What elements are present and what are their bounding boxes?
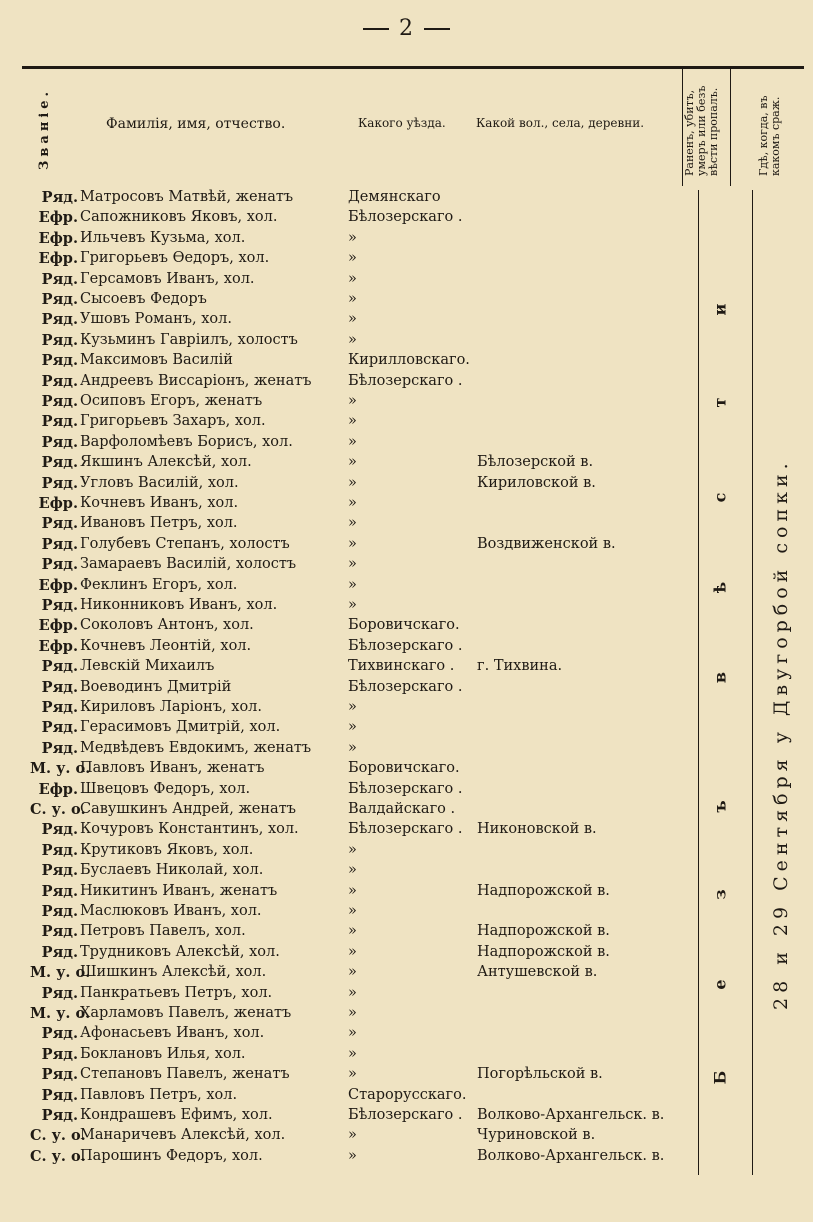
uezd-cell: Демянскаго [348, 189, 441, 205]
uezd-cell: » [348, 739, 357, 756]
name-cell: Угловъ Василій, хол. [80, 474, 239, 491]
name-cell: Осиповъ Егоръ, женатъ [80, 393, 263, 409]
list-item [0, 656, 813, 677]
rank-cell: Ряд. [41, 1086, 78, 1104]
status-letter: з [710, 889, 730, 900]
name-cell: Шишкинъ Алексѣй, хол. [80, 964, 267, 981]
uezd-cell: » [348, 556, 357, 573]
name-cell: Боклановъ Илья, хол. [80, 1045, 246, 1062]
uezd-cell: » [348, 841, 357, 858]
name-cell: Никонниковъ Иванъ, хол. [80, 597, 278, 613]
header-volost: Какой вол., села, деревни. [476, 116, 645, 130]
list-item [0, 881, 813, 902]
volost-cell: Надпорожской в. [477, 923, 610, 940]
rank-cell: Ряд. [41, 739, 78, 757]
uezd-cell: Тихвинскаго . [348, 658, 455, 675]
volost-cell: Надпорожской в. [477, 943, 610, 960]
uezd-cell: Кирилловскаго. [348, 352, 470, 369]
volost-cell: Волково-Архангельск. в. [477, 1147, 665, 1164]
rank-cell: Ряд. [41, 821, 78, 839]
uezd-cell: » [348, 515, 357, 532]
rank-cell: Ряд. [41, 413, 78, 431]
list-item [0, 228, 813, 249]
uezd-cell: Бѣлозерскаго . [348, 780, 463, 797]
list-item [0, 962, 813, 983]
volost-cell: Погорѣльской в. [477, 1066, 603, 1083]
uezd-cell: Старорусскаго. [348, 1086, 467, 1103]
volost-cell: г. Тихвина. [477, 658, 563, 675]
page-number: 2 [399, 16, 414, 41]
volost-cell: Надпорожской в. [477, 882, 610, 899]
name-cell: Левскій Михаилъ [80, 658, 215, 675]
rank-cell: Ряд. [41, 943, 78, 961]
list-item [0, 452, 813, 473]
uezd-cell: Бѣлозерскаго . [348, 1107, 463, 1123]
rank-cell: Ряд. [41, 658, 78, 676]
name-cell: Панкратьевъ Петръ, хол. [80, 984, 273, 1001]
list-item [0, 371, 813, 392]
uezd-cell: » [348, 597, 357, 613]
name-cell: Харламовъ Павелъ, женатъ [80, 1005, 292, 1021]
list-item [0, 391, 813, 412]
uezd-cell: » [348, 413, 357, 430]
uezd-cell: Валдайскаго . [348, 801, 456, 817]
rank-cell: Ефр. [38, 637, 78, 655]
list-item [0, 575, 813, 596]
name-cell: Сапожниковъ Яковъ, хол. [80, 209, 278, 226]
list-item [0, 738, 813, 759]
list-item [0, 554, 813, 575]
uezd-cell: » [348, 495, 357, 511]
list-item [0, 1023, 813, 1044]
uezd-cell: » [348, 1005, 357, 1021]
rank-cell: Ряд. [41, 311, 78, 329]
rank-cell: Ряд. [41, 474, 78, 492]
uezd-cell: » [348, 862, 357, 879]
volost-cell: Воздвиженской в. [477, 535, 616, 552]
name-cell: Кочневъ Иванъ, хол. [80, 495, 239, 511]
name-cell: Петровъ Павелъ, хол. [80, 923, 246, 940]
rank-cell: Ряд. [41, 352, 78, 370]
list-item [0, 187, 813, 208]
status-letter: т [710, 397, 730, 408]
list-item [0, 840, 813, 861]
list-item [0, 1044, 813, 1065]
uezd-cell: » [348, 474, 357, 491]
page-number-line [0, 16, 813, 41]
name-cell: Голубевъ Степанъ, холостъ [80, 535, 290, 552]
list-item [0, 432, 813, 453]
uezd-cell: » [348, 535, 357, 552]
list-item [0, 330, 813, 351]
status-letter: ъ [710, 800, 730, 813]
header-status: Раненъ, убитъ, умеръ или безъ вѣсти пропалъ. [683, 85, 720, 176]
rank-cell: Ряд. [41, 291, 78, 308]
name-cell: Маслюковъ Иванъ, хол. [80, 903, 262, 919]
rank-cell: С. у. о. [30, 801, 86, 818]
uezd-cell: » [348, 719, 357, 736]
dash-left [363, 28, 389, 30]
list-item [0, 697, 813, 718]
rank-cell: Ряд. [41, 1066, 78, 1084]
name-cell: Савушкинъ Андрей, женатъ [80, 801, 296, 817]
rank-cell: Ряд. [41, 699, 78, 716]
rank-cell: Ряд. [41, 923, 78, 941]
list-item [0, 289, 813, 310]
rank-cell: Ряд. [41, 678, 78, 696]
name-cell: Буслаевъ Николай, хол. [80, 862, 264, 879]
list-item [0, 595, 813, 616]
rank-cell: Ефр. [38, 250, 78, 268]
rank-cell: Ефр. [38, 229, 78, 247]
uezd-cell: » [348, 433, 357, 450]
status-letter: ѣ [710, 581, 730, 594]
list-item [0, 819, 813, 840]
list-item [0, 860, 813, 881]
uezd-cell: » [348, 291, 357, 307]
rank-cell: Ряд. [41, 862, 78, 880]
list-item [0, 677, 813, 698]
rank-cell: Ряд. [41, 903, 78, 920]
rank-cell: Ряд. [41, 270, 78, 288]
rank-cell: Ряд. [41, 882, 78, 900]
list-item [0, 473, 813, 494]
status-letter: в [710, 671, 730, 684]
uezd-cell: » [348, 923, 357, 940]
list-item [0, 1064, 813, 1085]
rank-cell: М. у. о. [30, 964, 91, 982]
volost-cell: Антушевской в. [477, 964, 598, 981]
list-item [0, 309, 813, 330]
uezd-cell: » [348, 1025, 357, 1042]
uezd-cell: » [348, 454, 357, 471]
rank-cell: Ряд. [41, 515, 78, 533]
status-letter: и [710, 303, 730, 316]
volost-cell: Никоновской в. [477, 821, 597, 838]
list-item [0, 983, 813, 1004]
uezd-cell: Бѣлозерскаго . [348, 821, 463, 838]
name-cell: Сысоевъ Федоръ [80, 291, 207, 307]
rank-cell: Ефр. [38, 495, 78, 512]
name-cell: Феклинъ Егоръ, хол. [80, 576, 238, 593]
uezd-cell: Бѣлозерскаго . [348, 209, 463, 226]
rank-cell: Ефр. [38, 780, 78, 798]
rank-cell: Ефр. [38, 617, 78, 635]
uezd-cell: Бѣлозерскаго . [348, 678, 463, 695]
where-text: 28 и 29 Сентября у Двугорбой сопки. [770, 458, 792, 1010]
rank-cell: Ряд. [41, 1025, 78, 1043]
uezd-cell: Боровичскаго. [348, 617, 460, 634]
name-cell: Афонасьевъ Иванъ, хол. [80, 1025, 265, 1042]
header-where: Гдѣ, когда, въ какомъ сраж. [757, 95, 782, 176]
rank-cell: Ряд. [41, 189, 78, 206]
name-cell: Трудниковъ Алексѣй, хол. [80, 943, 280, 960]
name-cell: Медвѣдевъ Евдокимъ, женатъ [80, 739, 312, 756]
uezd-cell: » [348, 882, 357, 899]
name-cell: Григорьевъ Захаръ, хол. [80, 413, 266, 430]
rank-cell: Ряд. [41, 1107, 78, 1124]
name-cell: Якшинъ Алексѣй, хол. [80, 454, 252, 471]
uezd-cell: » [348, 964, 357, 981]
name-cell: Крутиковъ Яковъ, хол. [80, 841, 254, 858]
uezd-cell: » [348, 1045, 357, 1062]
rank-cell: Ряд. [41, 433, 78, 451]
uezd-cell: » [348, 393, 357, 409]
list-item [0, 269, 813, 290]
name-cell: Никитинъ Иванъ, женатъ [80, 882, 278, 899]
list-item [0, 411, 813, 432]
list-item [0, 1085, 813, 1106]
rank-cell: Ряд. [41, 841, 78, 859]
name-cell: Манаричевъ Алексѣй, хол. [80, 1127, 286, 1144]
name-cell: Варфоломѣевъ Борисъ, хол. [80, 433, 293, 450]
list-item [0, 207, 813, 228]
list-item [0, 921, 813, 942]
list-item [0, 350, 813, 371]
where-line-left [752, 190, 753, 1175]
name-cell: Парошинъ Федоръ, хол. [80, 1147, 263, 1164]
uezd-cell: Бѣлозерскаго . [348, 637, 463, 654]
uezd-cell: » [348, 699, 357, 715]
list-item [0, 248, 813, 269]
status-letter: е [710, 979, 730, 990]
uezd-cell: » [348, 1127, 357, 1144]
uezd-cell: » [348, 943, 357, 960]
name-cell: Максимовъ Василій [80, 352, 233, 369]
uezd-cell: » [348, 331, 357, 348]
list-item [0, 1003, 813, 1024]
uezd-cell: » [348, 1066, 357, 1083]
name-cell: Швецовъ Федоръ, хол. [80, 780, 251, 797]
uezd-cell: » [348, 229, 357, 246]
name-cell: Андреевъ Виссаріонъ, женатъ [80, 372, 312, 389]
name-cell: Кочуровъ Константинъ, хол. [80, 821, 299, 838]
name-cell: Кириловъ Ларіонъ, хол. [80, 699, 263, 715]
uezd-cell: » [348, 311, 357, 328]
list-item [0, 1105, 813, 1126]
header-rank: Званіе. [37, 87, 52, 170]
name-cell: Воеводинъ Дмитрій [80, 678, 232, 695]
header-name: Фамилія, имя, отчество. [106, 116, 286, 132]
list-item [0, 493, 813, 514]
name-cell: Павловъ Петръ, хол. [80, 1086, 238, 1103]
name-cell: Павловъ Иванъ, женатъ [80, 760, 265, 777]
rank-cell: Ряд. [41, 372, 78, 390]
name-cell: Замараевъ Василій, холостъ [80, 556, 297, 573]
rank-cell: Ряд. [41, 535, 78, 553]
uezd-cell: » [348, 250, 357, 267]
list-item [0, 758, 813, 779]
name-cell: Степановъ Павелъ, женатъ [80, 1066, 290, 1083]
uezd-cell: » [348, 270, 357, 287]
list-item [0, 1146, 813, 1167]
uezd-cell: Боровичскаго. [348, 760, 460, 777]
list-item [0, 942, 813, 963]
header-divider-0 [682, 66, 683, 186]
volost-cell: Волково-Архангельск. в. [477, 1107, 665, 1123]
name-cell: Соколовъ Антонъ, хол. [80, 617, 254, 634]
rank-cell: Ряд. [41, 556, 78, 574]
name-cell: Кондрашевъ Ефимъ, хол. [80, 1107, 273, 1123]
name-cell: Матросовъ Матвѣй, женатъ [80, 189, 294, 205]
rank-cell: Ряд. [41, 393, 78, 410]
rank-cell: Ряд. [41, 454, 78, 472]
name-cell: Герсамовъ Иванъ, хол. [80, 270, 255, 287]
name-cell: Ушовъ Романъ, хол. [80, 311, 232, 328]
list-item [0, 717, 813, 738]
rank-cell: М. у. о. [30, 760, 91, 778]
name-cell: Кочневъ Леонтій, хол. [80, 637, 252, 654]
uezd-cell: Бѣлозерскаго . [348, 372, 463, 389]
uezd-cell: » [348, 1147, 357, 1164]
status-letter: Б [710, 1070, 730, 1085]
header-uezd: Какого уѣзда. [358, 116, 446, 130]
rank-cell: С. у. о. [30, 1127, 86, 1145]
status-letter: с [710, 492, 730, 503]
rank-cell: Ряд. [41, 719, 78, 737]
rank-cell: Ряд. [41, 984, 78, 1002]
rank-cell: С. у. о. [30, 1147, 86, 1165]
volost-cell: Кириловской в. [477, 474, 596, 491]
list-item [0, 799, 813, 820]
list-item [0, 636, 813, 657]
rank-cell: Ряд. [41, 1045, 78, 1063]
name-cell: Герасимовъ Дмитрій, хол. [80, 719, 281, 736]
list-item [0, 1125, 813, 1146]
dash-right [424, 28, 450, 30]
uezd-cell: » [348, 984, 357, 1001]
rank-cell: М. у. о. [30, 1005, 91, 1022]
rank-cell: Ряд. [41, 597, 78, 614]
name-cell: Григорьевъ Ѳедоръ, хол. [80, 250, 270, 267]
list-item [0, 513, 813, 534]
header-divider-1 [730, 66, 731, 186]
name-cell: Ивановъ Петръ, хол. [80, 515, 238, 532]
list-item [0, 615, 813, 636]
list-item [0, 534, 813, 555]
volost-cell: Бѣлозерской в. [477, 454, 594, 471]
volost-cell: Чуриновской в. [477, 1127, 596, 1144]
name-cell: Кузьминъ Гавріилъ, холостъ [80, 331, 298, 348]
name-cell: Ильчевъ Кузьма, хол. [80, 229, 246, 246]
status-line-left [698, 190, 699, 1175]
list-item [0, 779, 813, 800]
uezd-cell: » [348, 576, 357, 593]
rank-cell: Ефр. [38, 576, 78, 594]
rank-cell: Ефр. [38, 209, 78, 227]
rank-cell: Ряд. [41, 331, 78, 349]
uezd-cell: » [348, 903, 357, 919]
list-item [0, 901, 813, 922]
